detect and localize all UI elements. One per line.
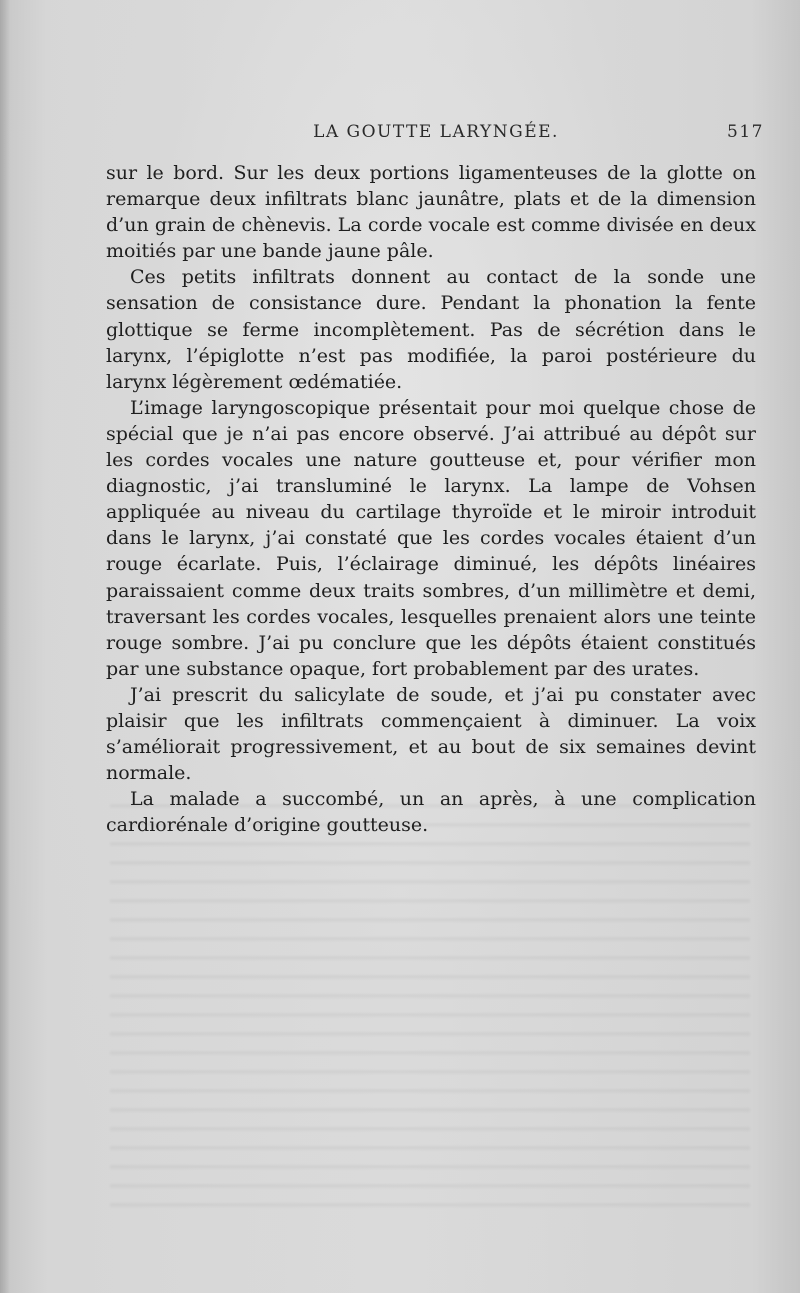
page-number: 517 — [727, 122, 764, 142]
running-head — [108, 122, 764, 146]
paragraph-prescription: J’ai prescrit du salicylate de soude, et j’ai pu constater avec plaisir que les infiltrats commençaient à diminuer. La voix s’améliorait progressivement, et au bout de six semaines devint normale. — [106, 683, 756, 785]
paragraph-image-laryngoscopique: L’image laryngoscopique présentait pour moi quelque chose de spécial que je n’ai pas encore observé. J’ai attribué au dépôt sur les cordes vocales une nature goutteuse et, pour vérifier mon diagnostic, j’ai transluminé le larynx. La lampe de Vohsen appliquée au niveau du cartilage thyroïde et le miroir introduit dans le larynx, j’ai constaté que les cordes vocales étaient d’un rouge écarlate. Puis, l’éclairage diminué, les dépôts linéaires paraissaient comme deux traits sombres, d’un millimètre et demi, traversant les cordes vocales, lesquelles prenaient alors une teinte rouge sombre. J’ai pu conclure que les dépôts étaient constitués par une substance opaque, fort probablement par des urates. — [106, 396, 756, 680]
running-title: LA GOUTTE LARYNGÉE. — [313, 122, 559, 142]
show-through-text — [110, 790, 750, 1210]
page-gutter-shadow — [0, 0, 10, 1293]
paragraph-consistance: Ces petits infiltrats donnent au contact de la sonde une sensation de consistance dure. Pendant la phonation la fente glottique se ferme incomplètement. Pas de sécrétion dans le larynx, l’épiglotte n’est pas modifiée, la paroi postérieure du larynx légèrement œdématiée. — [106, 266, 756, 393]
paragraph-continuation: sur le bord. Sur les deux portions ligamenteuses de la glotte on remarque deux infiltrats blanc jaunâtre, plats et de la dimension d’un grain de chènevis. La corde vocale est comme divisée en deux moitiés par une bande jaune pâle. — [106, 162, 756, 263]
body-text — [106, 160, 756, 838]
paragraph-conclusion: La malade a succombé, un an après, à une complication cardiorénale d’origine goutteuse. — [106, 788, 756, 837]
